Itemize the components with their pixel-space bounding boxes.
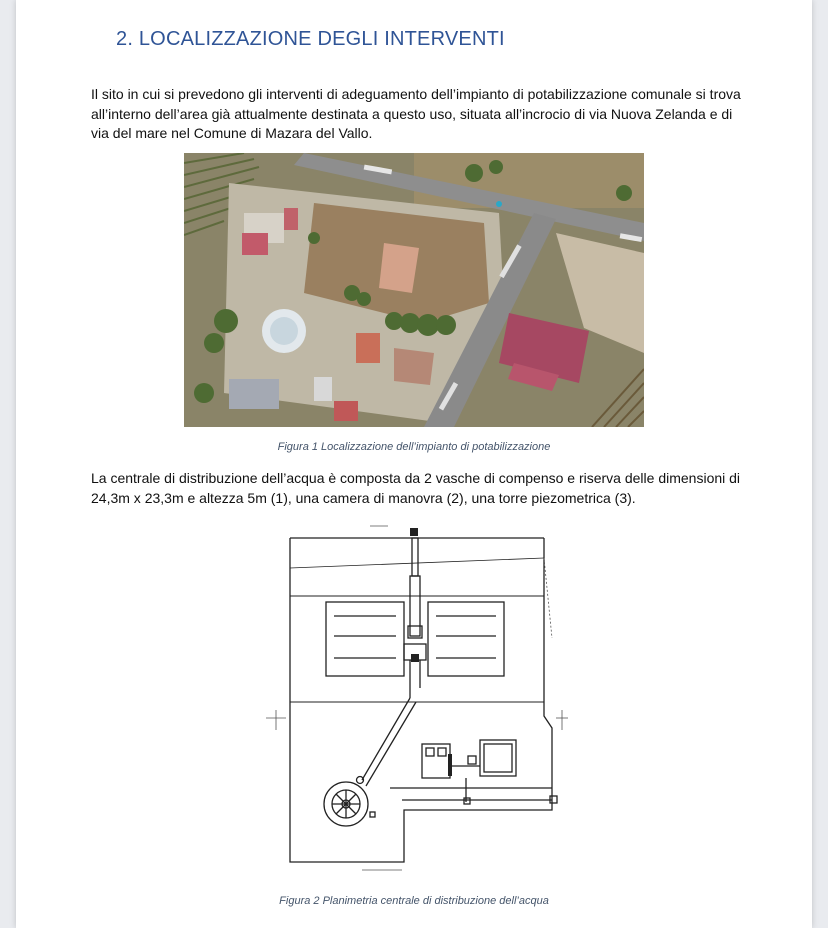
section-heading xyxy=(116,28,505,51)
section-number: 2. xyxy=(116,28,134,50)
aerial-photo xyxy=(184,153,644,427)
figure-1-caption: Figura 1 Localizzazione dell’impianto di potabilizzazione xyxy=(277,441,551,453)
paragraph-plant-description: La centrale di distribuzione dell’acqua è composta da 2 vasche di compenso e riserva delle dimensioni di 24,3m x 23,3m e altezza 5m (1), una camera di manovra (2), una torre piezometrica (3). xyxy=(91,470,741,506)
figure-2-caption: Figura 2 Planimetria centrale di distribuzione dell’acqua xyxy=(279,895,549,907)
section-title: LOCALIZZAZIONE DEGLI INTERVENTI xyxy=(138,28,505,50)
paragraph-site-location: Il sito in cui si prevedono gli interventi di adeguamento dell’impianto di potabilizzazione comunale si trova all’interno dell’area già attualmente destinata a questo uso, situata all’incrocio di via Nuova Zelanda e di via del mare nel Comune di Mazara del Vallo. xyxy=(91,86,741,141)
site-plan-drawing xyxy=(252,518,582,880)
document-page xyxy=(16,0,812,928)
